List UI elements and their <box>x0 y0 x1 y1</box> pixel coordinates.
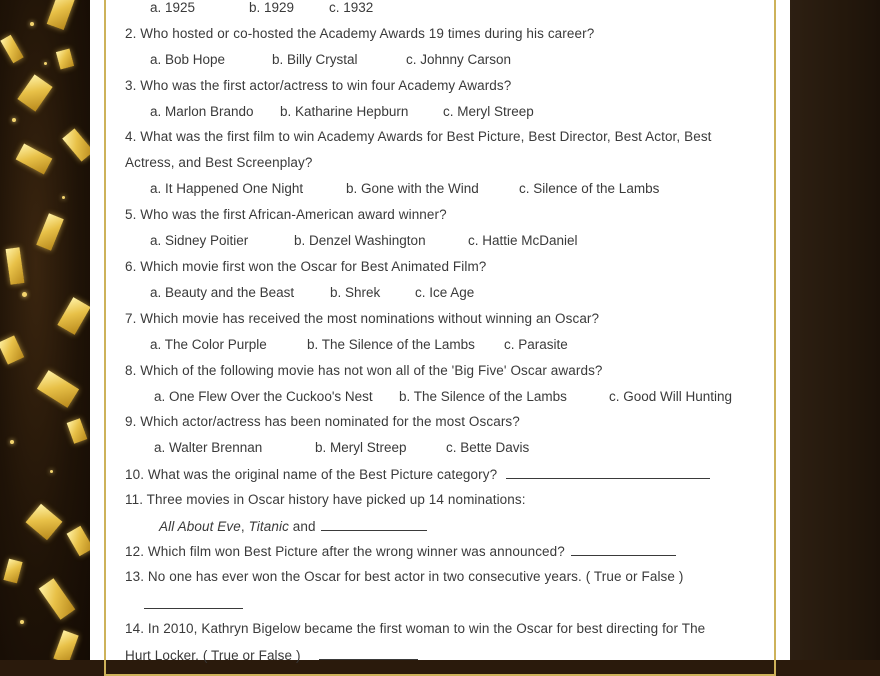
dark-background-right <box>790 0 880 660</box>
sparkle <box>10 440 14 444</box>
q2-option-b: b. Billy Crystal <box>272 52 358 67</box>
q9-option-c: c. Bette Davis <box>446 440 530 455</box>
q4-option-c: c. Silence of the Lambs <box>519 181 660 196</box>
q7-option-c: c. Parasite <box>504 337 568 352</box>
q4-option-b: b. Gone with the Wind <box>346 181 479 196</box>
question-7: 7. Which movie has received the most nominations without winning an Oscar? <box>125 311 600 326</box>
q3-option-c: c. Meryl Streep <box>443 104 534 119</box>
confetti-piece <box>6 247 25 285</box>
question-9: 9. Which actor/actress has been nominated for the most Oscars? <box>125 414 520 429</box>
gold-confetti-background-left <box>0 0 90 660</box>
sparkle <box>12 118 16 122</box>
quiz-sheet <box>90 0 790 663</box>
question-8: 8. Which of the following movie has not won all of the 'Big Five' Oscar awards? <box>125 363 603 378</box>
confetti-piece <box>56 48 74 69</box>
q8-option-c: c. Good Will Hunting <box>609 389 733 404</box>
confetti-piece <box>17 74 52 111</box>
q8-option-a: a. One Flew Over the Cuckoo's Nest <box>154 389 373 404</box>
question-12-text: 12. Which film won Best Picture after the wrong winner was announced? <box>125 544 565 559</box>
q5-option-b: b. Denzel Washington <box>294 233 426 248</box>
q7-option-b: b. The Silence of the Lambs <box>307 337 475 352</box>
question-14-line-2 <box>125 647 418 663</box>
question-4-line-1: 4. What was the first film to win Academy Awards for Best Picture, Best Director, Best Actor, Best <box>125 129 712 144</box>
sparkle <box>44 62 47 65</box>
sparkle <box>50 470 53 473</box>
q5-option-a: a. Sidney Poitier <box>150 233 249 248</box>
question-6: 6. Which movie first won the Oscar for Best Animated Film? <box>125 259 487 274</box>
confetti-piece <box>39 578 76 619</box>
question-2: 2. Who hosted or co-hosted the Academy Awards 19 times during his career? <box>125 26 595 41</box>
question-14-text: Hurt Locker. ( True or False ) <box>125 648 301 663</box>
sparkle <box>30 22 34 26</box>
q4-option-a: a. It Happened One Night <box>150 181 304 196</box>
confetti-piece <box>47 0 76 30</box>
sparkle <box>22 292 27 297</box>
confetti-piece <box>53 630 78 660</box>
q8-option-b: b. The Silence of the Lambs <box>399 389 567 404</box>
confetti-piece <box>0 35 23 64</box>
answer-blank[interactable] <box>144 596 243 609</box>
confetti-piece <box>0 335 24 364</box>
q9-option-b: b. Meryl Streep <box>315 440 407 455</box>
question-5: 5. Who was the first African-American award winner? <box>125 207 447 222</box>
movie-title: Titanic <box>248 519 289 534</box>
and-word: and <box>292 519 316 534</box>
q1-option-c: c. 1932 <box>329 0 374 15</box>
answer-blank[interactable] <box>571 543 676 556</box>
answer-blank[interactable] <box>506 466 710 479</box>
q9-option-a: a. Walter Brennan <box>154 440 263 455</box>
sparkle <box>62 196 65 199</box>
q2-option-a: a. Bob Hope <box>150 52 226 67</box>
confetti-piece <box>67 418 88 443</box>
question-13: 13. No one has ever won the Oscar for best actor in two consecutive years. ( True or False ) <box>125 569 684 584</box>
question-10 <box>125 466 710 482</box>
question-14-line-1: 14. In 2010, Kathryn Bigelow became the first woman to win the Oscar for best directing for The <box>125 621 706 636</box>
confetti-piece <box>67 526 90 557</box>
q6-option-b: b. Shrek <box>330 285 381 300</box>
q1-option-b: b. 1929 <box>249 0 295 15</box>
q7-option-a: a. The Color Purple <box>150 337 267 352</box>
confetti-piece <box>57 297 90 335</box>
confetti-piece <box>3 559 22 584</box>
q3-option-a: a. Marlon Brando <box>150 104 254 119</box>
q2-option-c: c. Johnny Carson <box>406 52 512 67</box>
confetti-piece <box>37 370 79 408</box>
answer-blank[interactable] <box>321 518 427 531</box>
q6-option-c: c. Ice Age <box>415 285 475 300</box>
confetti-piece <box>36 213 64 251</box>
question-3: 3. Who was the first actor/actress to win four Academy Awards? <box>125 78 512 93</box>
q6-option-a: a. Beauty and the Beast <box>150 285 295 300</box>
movie-title: All About Eve <box>159 519 241 534</box>
question-12 <box>125 543 676 559</box>
comma: , <box>240 519 245 534</box>
q5-option-c: c. Hattie McDaniel <box>468 233 578 248</box>
q1-option-a: a. 1925 <box>150 0 196 15</box>
confetti-piece <box>26 504 63 540</box>
answer-blank[interactable] <box>319 647 418 660</box>
confetti-piece <box>16 144 53 175</box>
q3-option-b: b. Katharine Hepburn <box>280 104 409 119</box>
question-4-line-2: Actress, and Best Screenplay? <box>125 155 313 170</box>
sparkle <box>20 620 24 624</box>
confetti-piece <box>62 128 90 161</box>
question-10-text: 10. What was the original name of the Best Picture category? <box>125 467 498 482</box>
question-11-movies <box>159 518 427 534</box>
question-11: 11. Three movies in Oscar history have picked up 14 nominations: <box>125 492 526 507</box>
